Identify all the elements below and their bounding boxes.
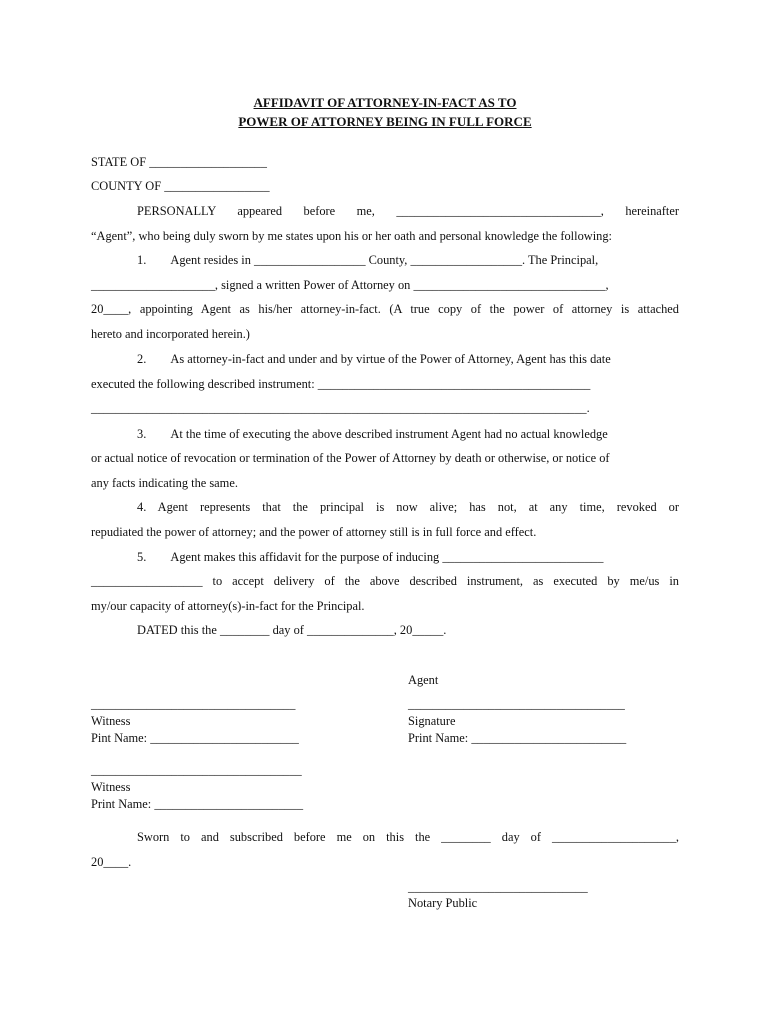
paragraph-2-line-3: ________________________________________________________________________________.: [91, 401, 590, 415]
paragraph-3-line-2: or actual notice of revocation or termination of the Power of Attorney by death or otherwise, or notice of: [91, 451, 610, 465]
witness-2-label: Witness: [91, 780, 131, 794]
paragraph-4-line-2: repudiated the power of attorney; and the power of attorney still is in full force and effect.: [91, 525, 537, 539]
paragraph-3-line-1: 3. At the time of executing the above described instrument Agent had no actual knowledge: [137, 427, 608, 441]
paragraph-4-line-1: 4. Agent represents that the principal is now alive; has not, at any time, revoked or: [137, 500, 679, 514]
witness-1-signature-line: _________________________________: [91, 697, 296, 711]
agent-print-name: Print Name: _________________________: [408, 731, 627, 745]
agent-label: Agent: [408, 673, 439, 687]
paragraph-2-line-1: 2. As attorney-in-fact and under and by virtue of the Power of Attorney, Agent has this date: [137, 352, 611, 366]
state-line: STATE OF ___________________: [91, 155, 267, 169]
paragraph-5-line-3: my/our capacity of attorney(s)-in-fact for the Principal.: [91, 599, 365, 613]
county-line: COUNTY OF _________________: [91, 179, 270, 193]
agent-signature-line: ___________________________________: [408, 697, 625, 711]
witness-1-label: Witness: [91, 714, 131, 728]
intro-line-2: “Agent”, who being duly sworn by me states upon his or her oath and personal knowledge the following:: [91, 229, 612, 243]
notary-public-label: Notary Public: [408, 896, 478, 910]
paragraph-2-line-2: executed the following described instrument: ____________________________________________: [91, 377, 591, 391]
paragraph-3-line-3: any facts indicating the same.: [91, 476, 238, 490]
paragraph-5-line-1: 5. Agent makes this affidavit for the purpose of inducing __________________________: [137, 550, 604, 564]
witness-2-signature-line: __________________________________: [91, 763, 302, 777]
paragraph-1-line-2: ____________________, signed a written Power of Attorney on _______________________________,: [91, 278, 609, 292]
paragraph-1-line-3: 20____, appointing Agent as his/her attorney-in-fact. (A true copy of the power of attorney is attached: [91, 302, 679, 316]
paragraph-1-line-4: hereto and incorporated herein.): [91, 327, 250, 341]
dated-line: DATED this the ________ day of ______________, 20_____.: [137, 623, 447, 637]
sworn-line-1: Sworn to and subscribed before me on this the ________ day of ____________________,: [137, 830, 679, 844]
witness-1-print-name: Pint Name: ________________________: [91, 731, 299, 745]
paragraph-5-line-2: __________________ to accept delivery of the above described instrument, as executed by me/us in: [91, 574, 679, 588]
title-line-1: AFFIDAVIT OF ATTORNEY-IN-FACT AS TO: [253, 95, 517, 110]
notary-signature-line: _____________________________: [408, 880, 588, 894]
signature-label: Signature: [408, 714, 456, 728]
title-line-2: POWER OF ATTORNEY BEING IN FULL FORCE: [238, 114, 532, 129]
sworn-line-2: 20____.: [91, 855, 132, 869]
witness-2-print-name: Print Name: ________________________: [91, 797, 304, 811]
paragraph-1-line-1: 1. Agent resides in __________________ County, __________________. The Principal,: [137, 253, 599, 267]
intro-line-1: PERSONALLY appeared before me, _________________________________, hereinafter: [137, 204, 679, 218]
